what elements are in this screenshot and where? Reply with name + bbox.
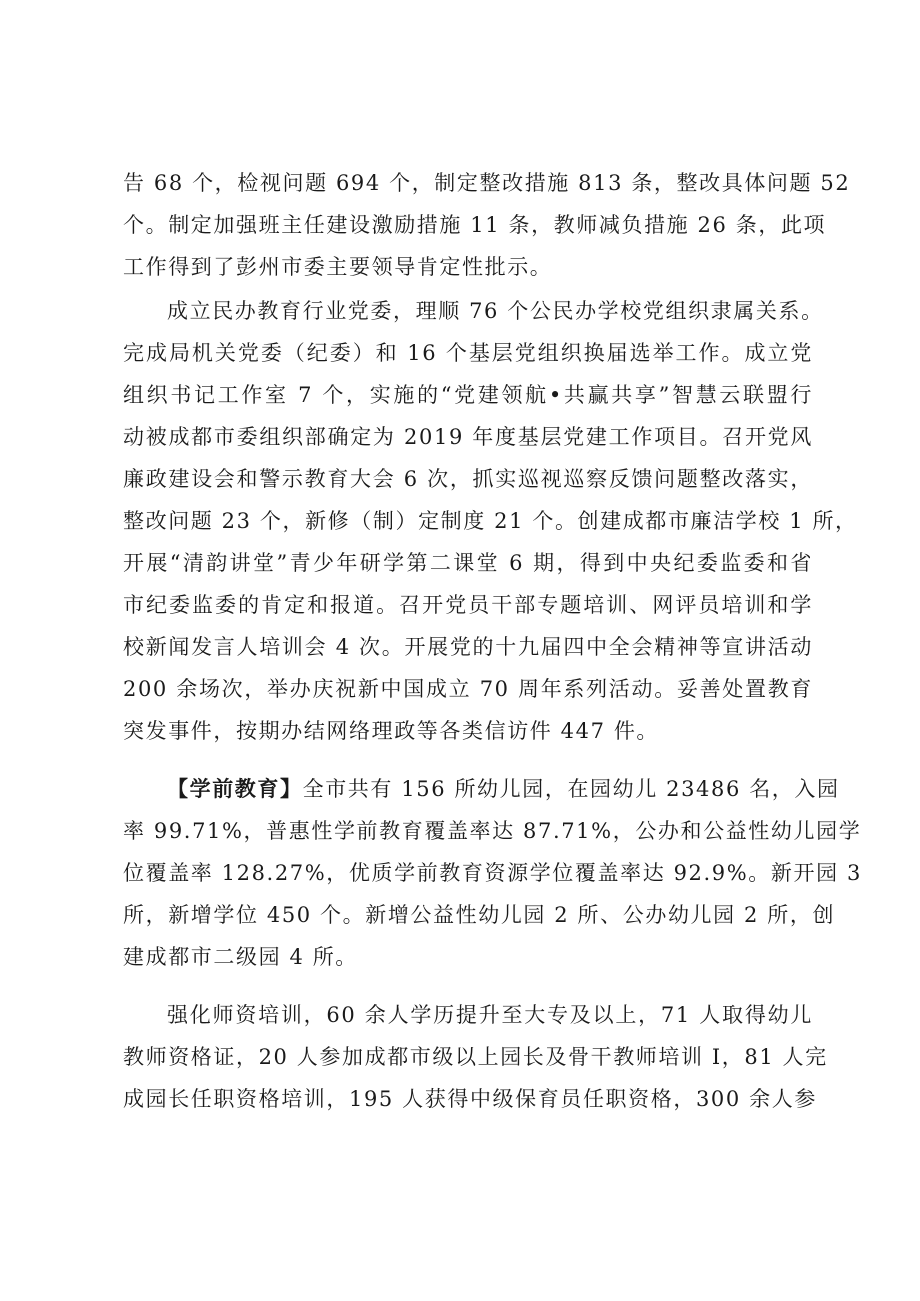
text-line: 完成局机关党委（纪委）和 16 个基层党组织换届选举工作。成立党 bbox=[123, 341, 813, 365]
text-line: 个。制定加强班主任建设激励措施 11 条，教师减负措施 26 条，此项 bbox=[123, 213, 827, 237]
text-line: 告 68 个，检视问题 694 个，制定整改措施 813 条，整改具体问题 52 bbox=[123, 171, 851, 195]
text-line: 位覆盖率 128.27%，优质学前教育资源学位覆盖率达 92.9%。新开园 3 bbox=[123, 861, 862, 885]
text-line: 强化师资培训，60 余人学历提升至大专及以上，71 人取得幼儿 bbox=[167, 1003, 813, 1027]
text-line: 建成都市二级园 4 所。 bbox=[123, 945, 358, 969]
text-line: 所，新增学位 450 个。新增公益性幼儿园 2 所、公办幼儿园 2 所，创 bbox=[123, 903, 836, 927]
text-line: 全市共有 156 所幼儿园，在园幼儿 23486 名，入园 bbox=[302, 777, 840, 801]
text-line: 200 余场次，举办庆祝新中国成立 70 周年系列活动。妥善处置教育 bbox=[123, 677, 813, 701]
text-line: 整改问题 23 个，新修（制）定制度 21 个。创建成都市廉洁学校 1 所， bbox=[123, 509, 858, 533]
text-line: 率 99.71%，普惠性学前教育覆盖率达 87.71%，公办和公益性幼儿园学 bbox=[123, 819, 862, 843]
text-line: 动被成都市委组织部确定为 2019 年度基层党建工作项目。召开党风 bbox=[123, 425, 813, 449]
text-line: 开展“清韵讲堂”青少年研学第二课堂 6 期，得到中央纪委监委和省 bbox=[123, 551, 813, 575]
text-line: 廉政建设会和警示教育大会 6 次，抓实巡视巡察反馈问题整改落实， bbox=[123, 467, 813, 491]
text-line: 突发事件，按期办结网络理政等各类信访件 447 件。 bbox=[123, 719, 660, 743]
text-line: 市纪委监委的肯定和报道。召开党员干部专题培训、网评员培训和学 bbox=[123, 593, 813, 617]
text-line: 成园长任职资格培训，195 人获得中级保育员任职资格，300 余人参 bbox=[123, 1087, 817, 1111]
section-first-line bbox=[167, 774, 840, 804]
text-line: 组织书记工作室 7 个，实施的“党建领航•共赢共享”智慧云联盟行 bbox=[123, 383, 813, 407]
text-line: 成立民办教育行业党委，理顺 76 个公民办学校党组织隶属关系。 bbox=[167, 299, 824, 323]
text-line: 校新闻发言人培训会 4 次。开展党的十九届四中全会精神等宣讲活动 bbox=[123, 635, 813, 659]
text-line: 工作得到了彭州市委主要领导肯定性批示。 bbox=[123, 255, 553, 279]
section-heading: 【学前教育】 bbox=[167, 776, 303, 801]
text-line: 教师资格证，20 人参加成都市级以上园长及骨干教师培训 I，81 人完 bbox=[123, 1045, 828, 1069]
